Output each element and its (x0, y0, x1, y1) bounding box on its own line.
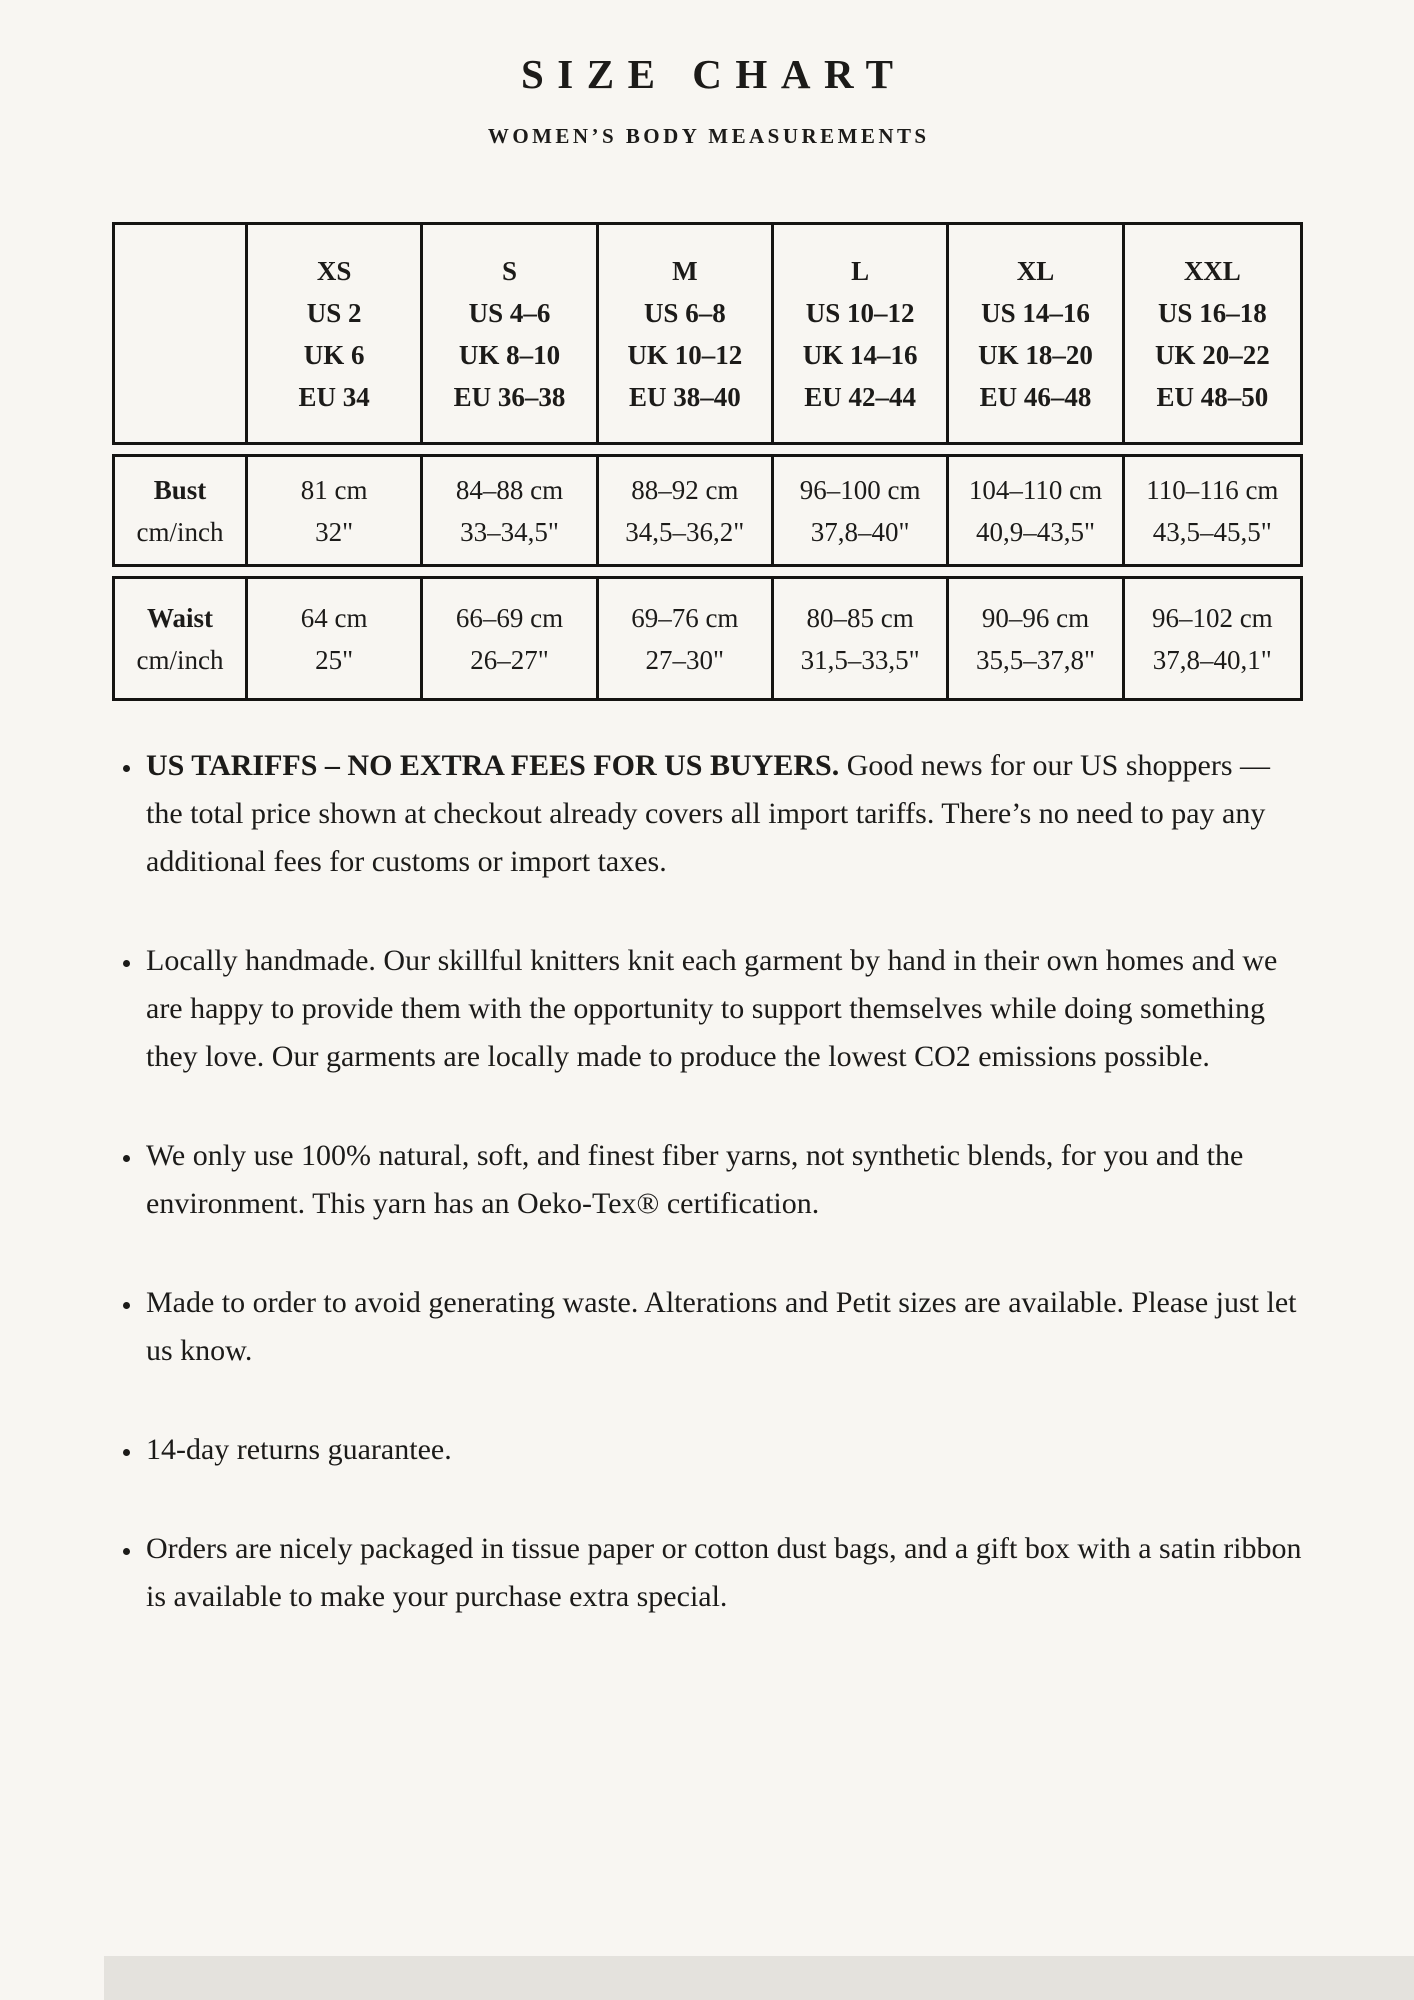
note-text: We only use 100% natural, soft, and finest fiber yarns, not synthetic blends, for you and the environment. This yarn has an Oeko-Tex® certification. (146, 1139, 1244, 1220)
value-cm: 84–88 cm (455, 474, 564, 505)
value-cm: 81 cm (300, 474, 368, 505)
size-chart-table (112, 222, 1303, 710)
value-inch: 37,8–40,1" (1152, 644, 1272, 675)
bust-value-s (423, 457, 598, 564)
eu-size: EU 46–48 (979, 381, 1092, 412)
waist-value-s (423, 579, 598, 698)
note-text: Made to order to avoid generating waste. Alterations and Petit sizes are available. Please just let us know. (146, 1286, 1297, 1367)
bust-value-m (599, 457, 774, 564)
value-inch: 37,8–40" (810, 516, 910, 547)
page-header (0, 0, 1414, 149)
value-cm: 90–96 cm (981, 602, 1090, 633)
note-natural-yarns (143, 1132, 1313, 1228)
row-unit: cm/inch (136, 644, 224, 675)
size-column-header-m (599, 225, 774, 442)
bottom-section-edge (104, 1956, 1414, 2000)
size-label: XL (1016, 255, 1055, 286)
product-notes (113, 742, 1313, 1672)
eu-size: EU 48–50 (1156, 381, 1269, 412)
corner-cell (115, 225, 248, 442)
eu-size: EU 38–40 (628, 381, 741, 412)
row-unit: cm/inch (136, 516, 224, 547)
size-label: L (851, 255, 870, 286)
value-cm: 96–100 cm (799, 474, 921, 505)
waist-value-xs (248, 579, 423, 698)
page-title: SIZE CHART (520, 51, 907, 97)
note-made-to-order (143, 1279, 1313, 1375)
uk-size: UK 10–12 (627, 339, 743, 370)
bust-value-xl (949, 457, 1124, 564)
waist-value-xxl (1125, 579, 1300, 698)
value-inch: 43,5–45,5" (1152, 516, 1272, 547)
eu-size: EU 36–38 (453, 381, 566, 412)
size-column-header-s (423, 225, 598, 442)
value-cm: 104–110 cm (968, 474, 1103, 505)
note-text: Orders are nicely packaged in tissue paper or cotton dust bags, and a gift box with a satin ribbon is available to make your purchase extra special. (146, 1532, 1302, 1613)
bust-value-l (774, 457, 949, 564)
value-inch: 27–30" (645, 644, 725, 675)
value-inch: 40,9–43,5" (975, 516, 1095, 547)
us-size: US 6–8 (643, 297, 726, 328)
uk-size: UK 6 (303, 339, 365, 370)
value-inch: 25" (315, 644, 354, 675)
value-inch: 26–27" (470, 644, 549, 675)
us-size: US 10–12 (805, 297, 915, 328)
value-cm: 69–76 cm (631, 602, 739, 633)
size-label: S (501, 255, 517, 286)
us-size: US 14–16 (981, 297, 1090, 328)
size-column-header-xs (248, 225, 423, 442)
note-us-tariffs (143, 742, 1313, 886)
row-label: Waist (146, 602, 213, 633)
note-bold-lead: US TARIFFS – NO EXTRA FEES FOR US BUYERS. (146, 749, 840, 782)
note-packaging (143, 1525, 1313, 1621)
bust-row-label-cell (115, 457, 248, 564)
size-column-header-xl (949, 225, 1124, 442)
bust-value-xs (248, 457, 423, 564)
value-inch: 32" (315, 516, 354, 547)
us-size: US 16–18 (1157, 297, 1267, 328)
uk-size: UK 18–20 (978, 339, 1093, 370)
eu-size: EU 34 (298, 381, 370, 412)
size-label: M (672, 255, 698, 286)
row-label: Bust (153, 474, 207, 505)
waist-value-m (599, 579, 774, 698)
uk-size: UK 14–16 (802, 339, 918, 370)
bust-row (112, 454, 1303, 567)
value-inch: 31,5–33,5" (800, 644, 920, 675)
uk-size: UK 20–22 (1154, 339, 1270, 370)
eu-size: EU 42–44 (804, 381, 917, 412)
size-column-header-xxl (1125, 225, 1300, 442)
value-cm: 96–102 cm (1151, 602, 1273, 633)
uk-size: UK 8–10 (458, 339, 561, 370)
notes-list (113, 742, 1313, 1621)
value-inch: 35,5–37,8" (975, 644, 1095, 675)
waist-row (112, 576, 1303, 701)
note-returns-guarantee (143, 1426, 1313, 1474)
value-inch: 33–34,5" (460, 516, 559, 547)
page-subtitle: WOMEN’S BODY MEASUREMENTS (487, 124, 930, 148)
note-locally-handmade (143, 937, 1313, 1081)
value-cm: 80–85 cm (806, 602, 914, 633)
waist-value-l (774, 579, 949, 698)
size-label: XXL (1183, 255, 1241, 286)
value-cm: 110–116 cm (1146, 474, 1279, 505)
us-size: US 2 (306, 297, 362, 328)
value-cm: 66–69 cm (455, 602, 564, 633)
size-column-header-l (774, 225, 949, 442)
bust-value-xxl (1125, 457, 1300, 564)
us-size: US 4–6 (468, 297, 551, 328)
size-label: XS (316, 255, 352, 286)
waist-value-xl (949, 579, 1124, 698)
value-inch: 34,5–36,2" (625, 516, 745, 547)
size-table-header-row (112, 222, 1303, 445)
value-cm: 88–92 cm (631, 474, 739, 505)
value-cm: 64 cm (300, 602, 368, 633)
note-text: Locally handmade. Our skillful knitters knit each garment by hand in their own homes and we are happy to provide them with the opportunity to support themselves while doing something they love. Our garments are locally made to produce the lowest CO2 emissions possible. (146, 944, 1278, 1073)
note-text: Good news for our US shoppers — the total price shown at checkout already covers all import tariffs. There’s no need to pay any additional fees for customs or import taxes. (146, 749, 1270, 878)
note-text: 14-day returns guarantee. (146, 1433, 452, 1466)
waist-row-label-cell (115, 579, 248, 698)
